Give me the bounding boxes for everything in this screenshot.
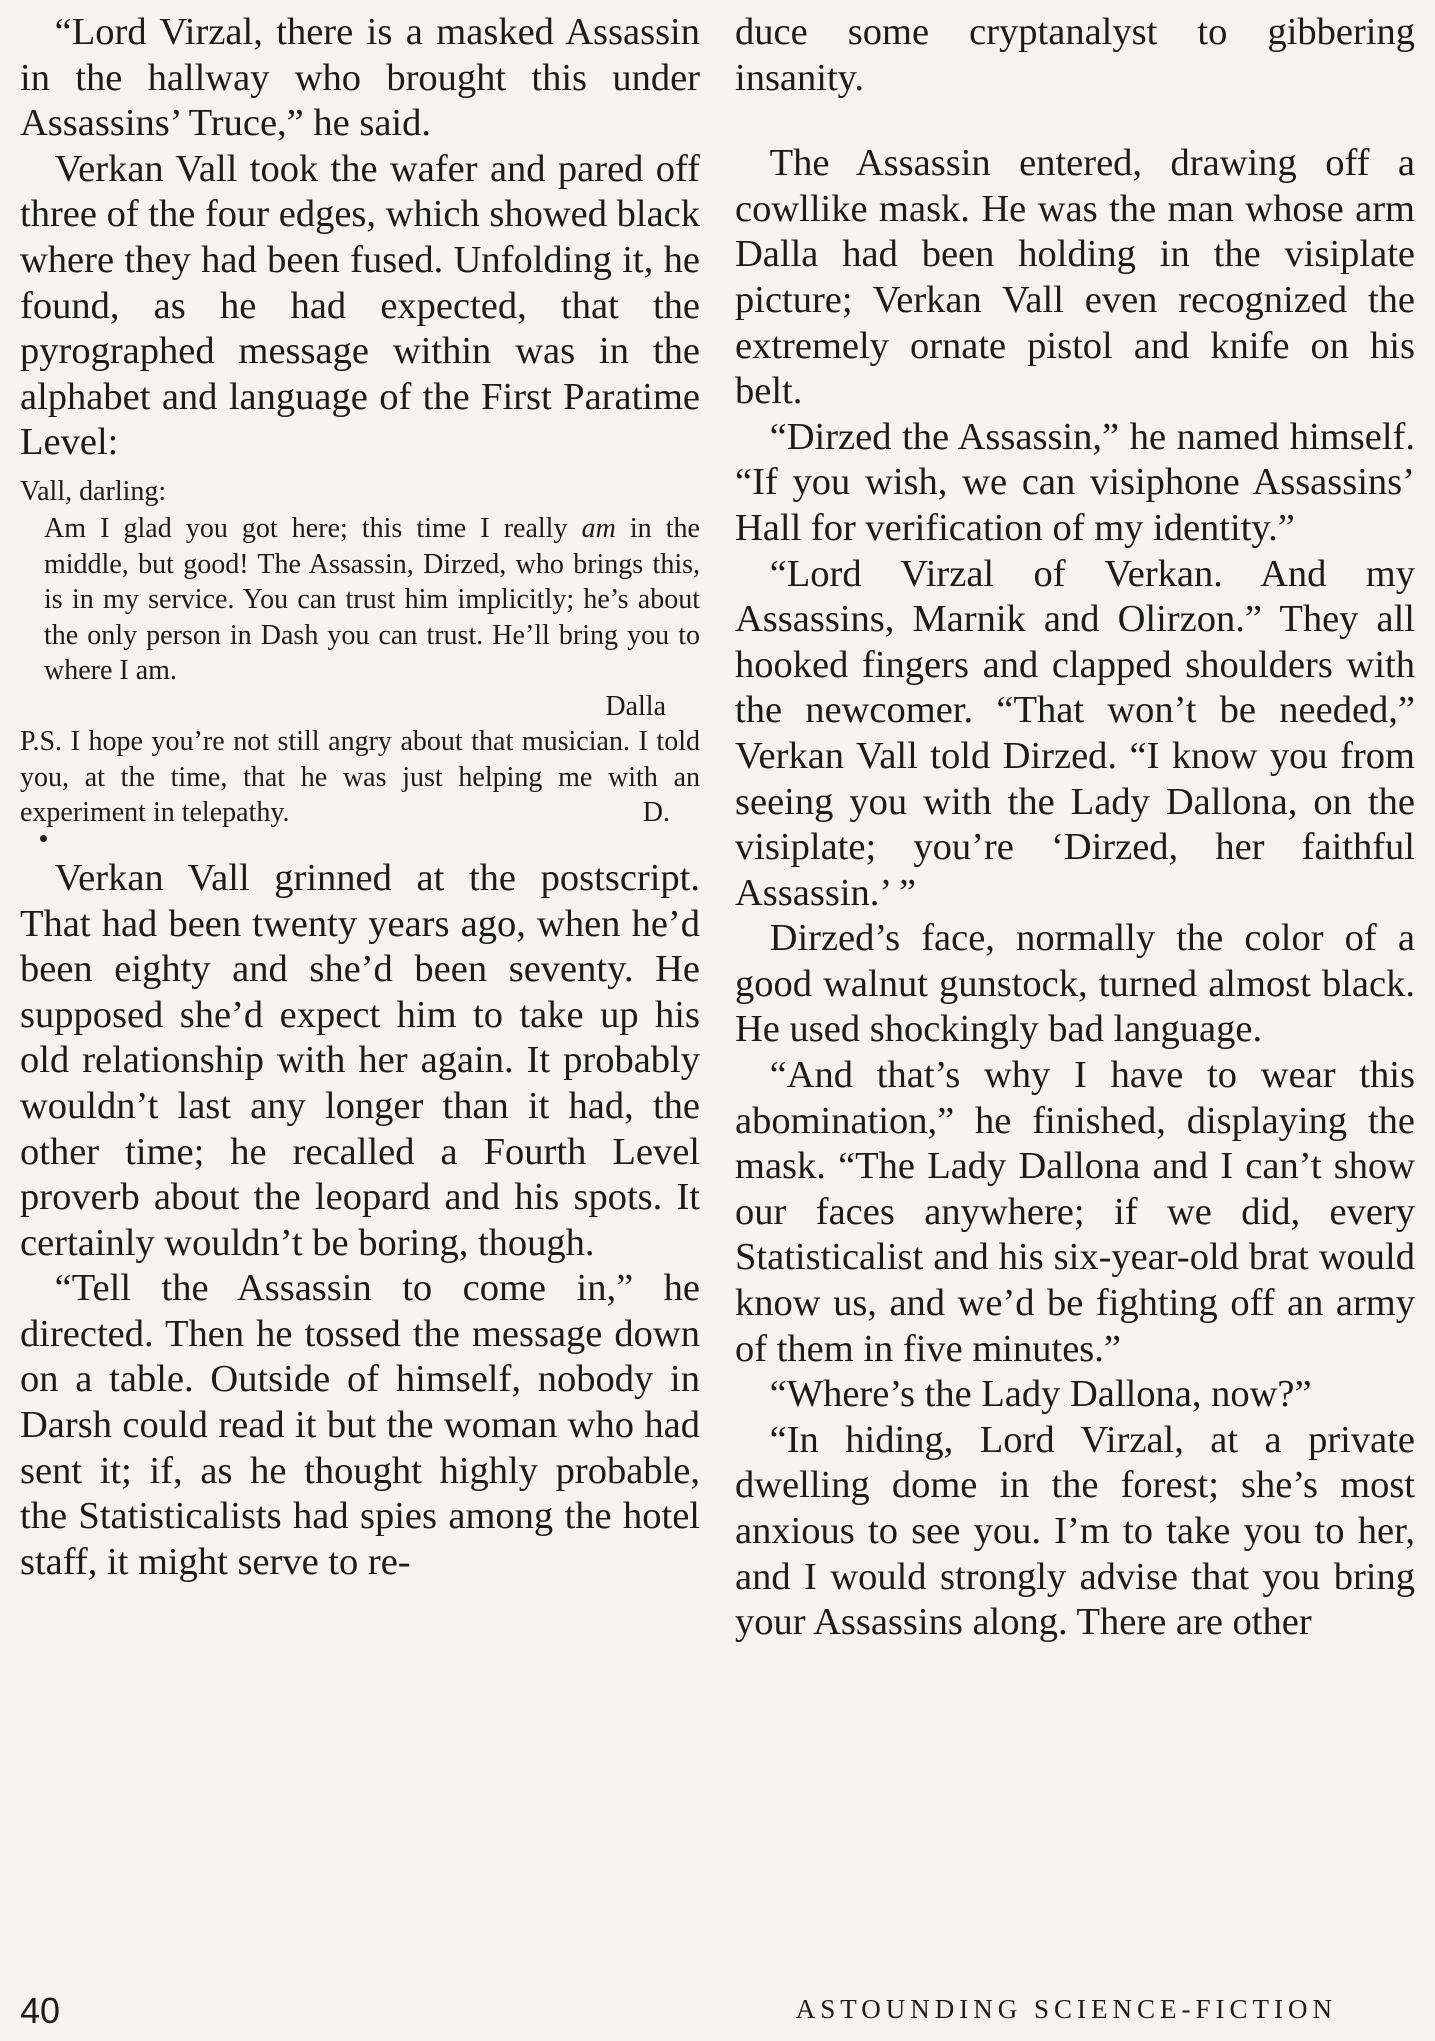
page-footer	[20, 1990, 1415, 2030]
letter-body-text: in the middle, but good! The Assassin, Dirzed, who brings this, is in my service. You can trust him implicitly; he’s about the only person in Dash you can trust. He’ll bring you to where I am.	[44, 513, 700, 687]
letter-body	[44, 511, 700, 689]
paragraph: Dirzed’s face, normally the color of a good walnut gunstock, turned almost black. He used shockingly bad language.	[735, 917, 1415, 1051]
paragraph: “Lord Virzal of Verkan. And my Assassins, Marnik and Olirzon.” They all hooked fingers and clapped shoulders with the newcomer. “That won’t be needed,” Verkan Vall told Dirzed. “I know you from seeing you with the Lady Dallona, on the visiplate; you’re ‘Dirzed, her faithful Assassin.’ ”	[735, 552, 1415, 914]
paragraph: “And that’s why I have to wear this abomination,” he finished, displaying the mask. “The Lady Dallona and I can’t show our faces anywhere; if we did, every Statisticalist and his six-year-old brat would know us, and we’d be fighting off an army of them in five minutes.”	[735, 1054, 1415, 1370]
paragraph: “Dirzed the Assassin,” he named himself. “If you wish, we can visiphone Assassins’ Hall for verification of my identity.”	[735, 415, 1415, 549]
bullet-mark	[40, 835, 47, 842]
letter-block	[20, 474, 700, 831]
paragraph: “Tell the Assassin to come in,” he directed. Then he tossed the message down on a table. Outside of himself, nobody in Darsh could read it but the woman who had sent it; if, as he thought highly probable, the Statisticalists had spies among the hotel staff, it might serve to re-	[20, 1267, 700, 1583]
letter-postscript	[20, 724, 700, 831]
paragraph-continued: duce some cryptanalyst to gibbering insanity.	[735, 11, 1415, 99]
letter-signature: Dalla	[605, 690, 666, 722]
right-column	[735, 10, 1415, 1646]
page-number: 40	[20, 1990, 61, 2031]
letter-emphasis: am	[581, 513, 616, 545]
postscript-text: P.S. I hope you’re not still angry about that musician. I told you, at the time, that he was just helping me with an experiment in telepathy.	[20, 726, 700, 829]
paragraph: Verkan Vall grinned at the postscript. That had been twenty years ago, when he’d been eighty and she’d been seventy. He supposed she’d expect him to take up his old relationship with her again. It probably wouldn’t last any longer than it had, the other time; he recalled a Fourth Level proverb about the leopard and his spots. It certainly wouldn’t be boring, though.	[20, 856, 700, 1264]
paragraph: “Lord Virzal, there is a masked Assassin in the hallway who brought this under Assassins’ Truce,” he said.	[20, 11, 700, 145]
letter-salutation: Vall, darling:	[20, 475, 167, 507]
paragraph: “In hiding, Lord Virzal, at a private dwelling dome in the forest; she’s most anxious to see you. I’m to take you to her, and I would strongly advise that you bring your Assassins along. There are other	[735, 1418, 1415, 1644]
paragraph: The Assassin entered, drawing off a cowllike mask. He was the man whose arm Dalla had been holding in the visiplate picture; Verkan Vall even recognized the extremely ornate pistol and knife on his belt.	[735, 142, 1415, 413]
postscript-signature: D.	[642, 797, 670, 829]
left-column	[20, 10, 700, 1585]
magazine-title: ASTOUNDING SCIENCE-FICTION	[795, 1994, 1337, 2024]
paragraph: “Where’s the Lady Dallona, now?”	[769, 1373, 1312, 1416]
letter-body-text: Am I glad you got here; this time I really	[44, 513, 582, 545]
section-gap	[735, 101, 1415, 141]
paragraph: Verkan Vall took the wafer and pared off three of the four edges, which showed black where they had been fused. Unfolding it, he found, as he had expected, that the pyrographed message within was in the alphabet and language of the First Paratime Level:	[20, 147, 700, 464]
